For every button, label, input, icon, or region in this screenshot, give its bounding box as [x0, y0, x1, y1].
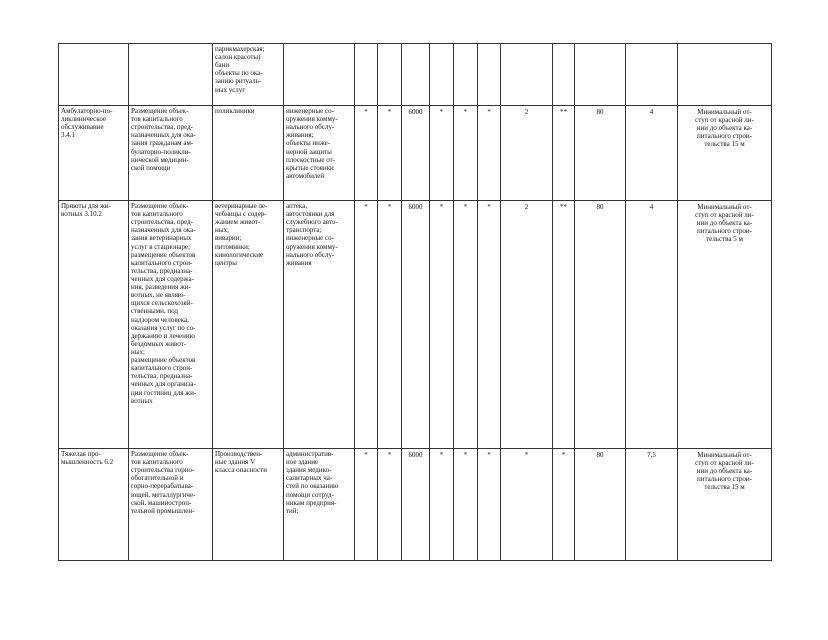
parameter-value-cell: 2: [501, 201, 553, 449]
note-cell: Минимальный от- ступ от красной ли- нии до объекта ка- питального строи- тельства 5 м: [678, 201, 772, 449]
land-use-type-cell: Амбулаторно-по- ликлиническое обслуживание 3.4.1: [59, 106, 129, 201]
zoning-regulations-table: [58, 43, 772, 561]
parameter-value-cell: [626, 44, 678, 106]
parameter-value-cell: [553, 44, 575, 106]
parameter-value-cell: *: [378, 106, 402, 201]
parameter-value-cell: *: [355, 449, 378, 561]
note-cell: Минимальный от- ступ от красной ли- нии до объекта ка- питального строи- тельства 15 м: [678, 106, 772, 201]
parameter-value-cell: *: [478, 201, 501, 449]
parameter-value-cell: **: [553, 201, 575, 449]
parameter-value-cell: 80: [575, 106, 626, 201]
parameter-value-cell: *: [355, 201, 378, 449]
parameter-value-cell: *: [430, 106, 454, 201]
parameter-value-cell: 6000: [402, 201, 430, 449]
parameter-value-cell: *: [355, 106, 378, 201]
table-row: [59, 201, 772, 449]
conditional-use-cell: парикмахерская; салон красоты) бани объекты по ока- занию ритуаль- ных услуг: [213, 44, 284, 106]
parameter-value-cell: *: [454, 449, 478, 561]
auxiliary-use-cell: [284, 44, 355, 106]
parameter-value-cell: *: [378, 449, 402, 561]
note-cell: [678, 44, 772, 106]
parameter-value-cell: *: [478, 449, 501, 561]
table-row: [59, 106, 772, 201]
conditional-use-cell: поликлиники: [213, 106, 284, 201]
parameter-value-cell: *: [454, 106, 478, 201]
parameter-value-cell: 7,5: [626, 449, 678, 561]
parameter-value-cell: 6000: [402, 106, 430, 201]
parameter-value-cell: **: [553, 106, 575, 201]
parameter-value-cell: 80: [575, 201, 626, 449]
parameter-value-cell: 4: [626, 201, 678, 449]
parameter-value-cell: 6000: [402, 449, 430, 561]
parameter-value-cell: [575, 44, 626, 106]
auxiliary-use-cell: инженерные со- оружения комму- нального обслу- живания; объекты инже- нерной защиты плоскостные от- крытые стоянки автомобилей: [284, 106, 355, 201]
parameter-value-cell: [478, 44, 501, 106]
auxiliary-use-cell: административ- ное здание здания медико- санитарных ча- стей по оказанию помощи сотруд- никам предприя- тий;: [284, 449, 355, 561]
conditional-use-cell: ветеринарные ле- чебницы с содер- жанием живот- ных; виварии; питомники; кинологические центры: [213, 201, 284, 449]
parameter-value-cell: *: [454, 201, 478, 449]
parameter-value-cell: [454, 44, 478, 106]
main-use-cell: Размещение объек- тов капитального строительства, пред- назначенных для ока- зания ветеринарных услуг в стационаре; размещение объектов капитального строи- тельства, предназна- ченных для содержа- ния, разведения жи- вотных, не являю- щихся сельскохозяй- ственными, под надзором человека, оказания услуг по со- держанию и лечению бездомных живот- ных; размещение объектов капитального строи- тельства, предназна- ченных для организа- ции гостиниц для жи- вотных: [129, 201, 213, 449]
land-use-type-cell: [59, 44, 129, 106]
parameter-value-cell: *: [553, 449, 575, 561]
parameter-value-cell: *: [501, 449, 553, 561]
main-use-cell: Размещение объек- тов капитального строительства горно- обогатительной и горно-перерабатыва- ющей, металлургиче- ской, машиностроп- тельной промышлен-: [129, 449, 213, 561]
land-use-type-cell: Приюты для жи- вотных 3.10.2: [59, 201, 129, 449]
note-cell: Минимальный от- ступ от красной ли- нии до объекта ка- питального строи- тельства 15 м: [678, 449, 772, 561]
parameter-value-cell: 4: [626, 106, 678, 201]
table-body: [59, 44, 772, 561]
main-use-cell: [129, 44, 213, 106]
parameter-value-cell: [378, 44, 402, 106]
table-row: [59, 449, 772, 561]
parameter-value-cell: [355, 44, 378, 106]
parameter-value-cell: *: [478, 106, 501, 201]
parameter-value-cell: 80: [575, 449, 626, 561]
parameter-value-cell: 2: [501, 106, 553, 201]
parameter-value-cell: [501, 44, 553, 106]
main-use-cell: Размещение объек- тов капитального строительства, пред- назначенных для ока- зания гражданам ам- булаторно-поликли- нической медицин- ской помощи: [129, 106, 213, 201]
conditional-use-cell: Производствен- ные здания V класса опасности: [213, 449, 284, 561]
parameter-value-cell: *: [430, 201, 454, 449]
parameter-value-cell: [402, 44, 430, 106]
auxiliary-use-cell: аптека, автостоянки для служебного авто- транспорта; инженерные со- оружения комму- нального обслу- живания: [284, 201, 355, 449]
parameter-value-cell: *: [430, 449, 454, 561]
parameter-value-cell: [430, 44, 454, 106]
parameter-value-cell: *: [378, 201, 402, 449]
table-row: [59, 44, 772, 106]
land-use-type-cell: Тяжелая про- мышленность 6.2: [59, 449, 129, 561]
